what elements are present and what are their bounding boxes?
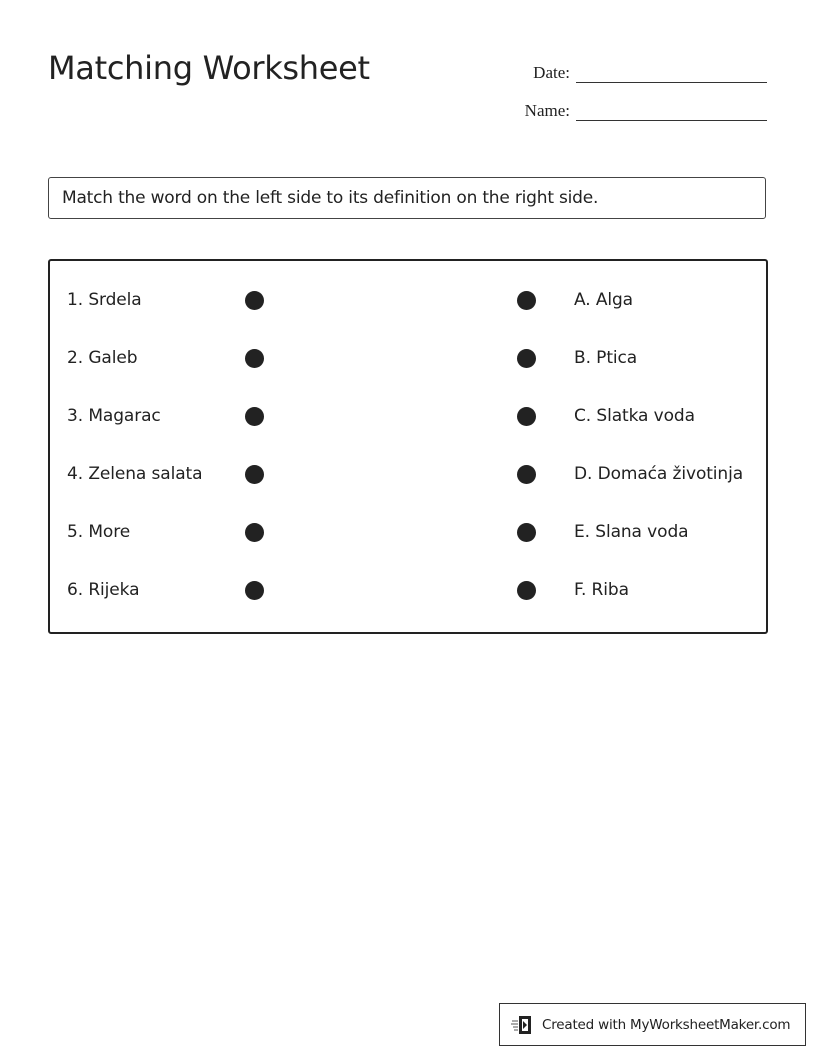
name-blank-line[interactable] [576,100,767,121]
left-connector-dot-icon[interactable] [245,523,264,542]
matching-box [48,259,768,634]
right-connector-dot-icon[interactable] [517,581,536,600]
matching-row [50,517,766,547]
right-item-label: D. Domaća životinja [574,464,744,484]
name-label: Name: [524,101,570,120]
left-item-label: 1. Srdela [67,290,142,310]
left-item-label: 5. More [67,522,131,542]
right-connector-dot-icon[interactable] [517,523,536,542]
left-item-label: 4. Zelena salata [67,464,203,484]
left-item-label: 6. Rijeka [67,580,140,600]
right-item-label: F. Riba [574,580,629,600]
right-connector-dot-icon[interactable] [517,407,536,426]
name-field [500,100,767,121]
page-title: Matching Worksheet [48,49,370,87]
left-connector-dot-icon[interactable] [245,581,264,600]
matching-row [50,575,766,605]
badge-text: Created with MyWorksheetMaker.com [542,1016,791,1033]
matching-row [50,459,766,489]
right-connector-dot-icon[interactable] [517,291,536,310]
left-connector-dot-icon[interactable] [245,407,264,426]
instructions-box [48,177,766,219]
instructions-text: Match the word on the left side to its definition on the right side. [62,188,599,208]
right-connector-dot-icon[interactable] [517,465,536,484]
left-item-label: 2. Galeb [67,348,138,368]
date-label: Date: [533,63,570,82]
created-with-badge[interactable] [499,1003,806,1046]
left-item-label: 3. Magarac [67,406,161,426]
right-item-label: A. Alga [574,290,633,310]
matching-row [50,343,766,373]
right-item-label: B. Ptica [574,348,638,368]
left-connector-dot-icon[interactable] [245,465,264,484]
matching-row [50,285,766,315]
date-blank-line[interactable] [576,62,767,83]
left-connector-dot-icon[interactable] [245,291,264,310]
right-connector-dot-icon[interactable] [517,349,536,368]
worksheet-maker-logo-icon [511,1014,535,1036]
right-item-label: C. Slatka voda [574,406,695,426]
left-connector-dot-icon[interactable] [245,349,264,368]
matching-row [50,401,766,431]
right-item-label: E. Slana voda [574,522,689,542]
date-field [500,62,767,83]
